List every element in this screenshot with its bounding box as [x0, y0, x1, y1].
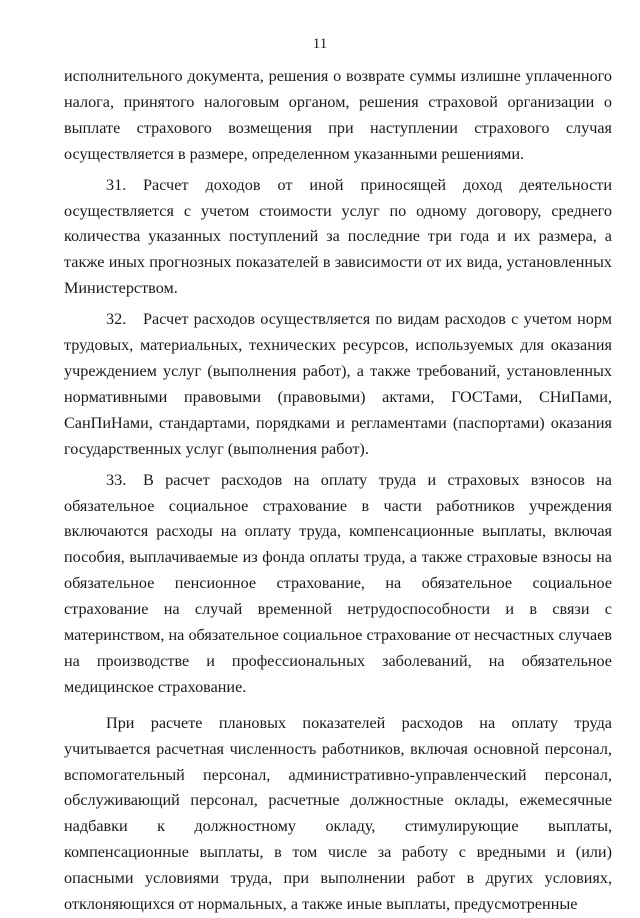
paragraph-payroll [64, 711, 612, 918]
paragraph-32 [64, 307, 612, 462]
paragraph-continued [64, 64, 612, 168]
paragraph-31 [64, 173, 612, 303]
paragraph-text: В расчет расходов на оплату труда и страховых взносов на обязательное социальное страхование в части работников учреждения включаются расходы на оплату труда, компенсационные выплаты, включая пособия, выплачиваемые из фонда оплаты труда, а также страховые взносы на обязательное пенсионное страхование, на обязательное социальное страхование на случай временной нетрудоспособности и в связи с материнством, на обязательное социальное страхование от несчастных случаев на производстве и профессиональных заболеваний, на обязательное медицинское страхование. [64, 470, 612, 696]
paragraph-text: Расчет расходов осуществляется по видам расходов с учетом норм трудовых, материальных, технических ресурсов, используемых для оказания учреждением услуг (выполнения работ), а также требований, установленных нормативными правовыми (правовыми) актами, ГОСТами, СНиПами, СанПиНами, стандартами, порядками и регламентами (паспортами) оказания государственных услуг (выполнения работ). [64, 310, 612, 458]
paragraph-text: исполнительного документа, решения о возврате суммы излишне уплаченного налога, принятого налоговым органом, решения страховой организации о выплате страхового возмещения при наступлении страхового случая осуществляется в размере, определенном указанными решениями. [64, 67, 612, 163]
paragraph-33 [64, 468, 612, 701]
paragraph-number: 33. [106, 470, 127, 489]
paragraph-text: При расчете плановых показателей расходов на оплату труда учитывается расчетная численность работников, включая основной персонал, вспомогательный персонал, административно-управленческий персонал, обслуживающий персонал, расчетные должностные оклады, ежемесячные надбавки к должностному окладу, стимулирующие выплаты, компенсационные выплаты, в том числе за работу с вредными и (или) опасными условиями труда, при выполнении работ в других условиях, отклоняющихся от нормальных, а также иные выплаты, предусмотренные [64, 713, 612, 914]
document-body [64, 64, 612, 918]
paragraph-number: 31. [106, 175, 127, 194]
page-number: 11 [312, 36, 328, 52]
paragraph-text: Расчет доходов от иной приносящей доход деятельности осуществляется с учетом стоимости услуг по одному договору, среднего количества указанных поступлений за последние три года и их размера, а также иных прогнозных показателей в зависимости от их вида, установленных Министерством. [64, 175, 612, 298]
paragraph-number: 32. [106, 310, 127, 329]
